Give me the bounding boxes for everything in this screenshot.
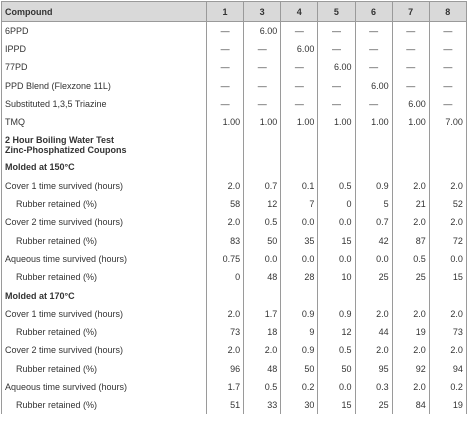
empty-cell	[244, 131, 281, 158]
table-cell: 12	[318, 323, 355, 341]
table-cell: 2.0	[355, 305, 392, 323]
table-cell: —	[244, 95, 281, 113]
row-label: Cover 2 time survived (hours)	[2, 341, 207, 359]
table-cell: 0.75	[207, 250, 244, 268]
table-cell: 73	[429, 323, 466, 341]
table-cell: —	[392, 22, 429, 40]
empty-cell	[429, 131, 466, 158]
table-cell: 0.0	[355, 250, 392, 268]
row-label: PPD Blend (Flexzone 11L)	[2, 76, 207, 94]
table-row	[2, 213, 467, 231]
table-cell: 0.3	[355, 378, 392, 396]
row-label: Cover 1 time survived (hours)	[2, 177, 207, 195]
table-cell: 0.9	[281, 305, 318, 323]
compound-row	[2, 113, 467, 131]
table-cell: —	[318, 76, 355, 94]
table-cell: —	[207, 58, 244, 76]
table-cell: 28	[281, 268, 318, 286]
table-cell: 12	[244, 195, 281, 213]
empty-cell	[281, 131, 318, 158]
table-cell: 84	[392, 396, 429, 414]
table-cell: 0.5	[318, 177, 355, 195]
table-cell: —	[281, 95, 318, 113]
table-cell: 1.7	[207, 378, 244, 396]
table-cell: 25	[355, 396, 392, 414]
table-cell: 48	[244, 268, 281, 286]
table-row	[2, 360, 467, 378]
test-title-row	[2, 131, 467, 158]
table-cell: 94	[429, 360, 466, 378]
table-cell: 2.0	[392, 305, 429, 323]
row-label: Aqueous time survived (hours)	[2, 250, 207, 268]
section-150: Molded at 150°C	[2, 158, 207, 176]
table-cell: —	[392, 58, 429, 76]
table-cell: 83	[207, 231, 244, 249]
section-170: Molded at 170°C	[2, 286, 207, 304]
table-cell: —	[207, 95, 244, 113]
table-cell: 2.0	[207, 213, 244, 231]
empty-cell	[281, 286, 318, 304]
table-cell: 0.0	[318, 250, 355, 268]
table-cell: —	[281, 76, 318, 94]
table-cell: 0.1	[281, 177, 318, 195]
table-cell: 0.0	[244, 250, 281, 268]
table-row	[2, 195, 467, 213]
table-cell: —	[429, 40, 466, 58]
table-cell: 52	[429, 195, 466, 213]
table-cell: 0.5	[244, 378, 281, 396]
header-col-1: 1	[207, 2, 244, 22]
header-row	[2, 2, 467, 22]
table-cell: 2.0	[392, 378, 429, 396]
table-cell: 2.0	[207, 177, 244, 195]
table-cell: 50	[318, 360, 355, 378]
table-cell: 2.0	[429, 341, 466, 359]
empty-cell	[207, 131, 244, 158]
header-col-6: 6	[355, 2, 392, 22]
empty-cell	[244, 158, 281, 176]
table-cell: 6.00	[244, 22, 281, 40]
table-row	[2, 305, 467, 323]
table-cell: 35	[281, 231, 318, 249]
compound-row	[2, 58, 467, 76]
table-cell: 7	[281, 195, 318, 213]
table-cell: 19	[392, 323, 429, 341]
table-cell: 0.9	[318, 305, 355, 323]
table-cell: 0.0	[318, 213, 355, 231]
empty-cell	[318, 158, 355, 176]
table-row	[2, 268, 467, 286]
table-cell: —	[429, 76, 466, 94]
table-cell: —	[318, 40, 355, 58]
table-cell: —	[429, 58, 466, 76]
table-cell: 2.0	[207, 341, 244, 359]
row-label: Rubber retained (%)	[2, 323, 207, 341]
empty-cell	[318, 286, 355, 304]
empty-cell	[207, 286, 244, 304]
table-cell: —	[392, 40, 429, 58]
table-cell: —	[392, 76, 429, 94]
row-label: Aqueous time survived (hours)	[2, 378, 207, 396]
table-cell: 44	[355, 323, 392, 341]
table-cell: 9	[281, 323, 318, 341]
empty-cell	[318, 131, 355, 158]
table-container	[1, 1, 470, 443]
table-row	[2, 396, 467, 414]
table-cell: —	[244, 58, 281, 76]
row-label: 77PD	[2, 58, 207, 76]
empty-cell	[244, 286, 281, 304]
table-cell: 0.5	[244, 213, 281, 231]
header-compound: Compound	[2, 2, 207, 22]
table-cell: 0.9	[281, 341, 318, 359]
table-cell: —	[355, 40, 392, 58]
table-cell: —	[207, 22, 244, 40]
table-cell: 1.00	[244, 113, 281, 131]
table-cell: 1.7	[244, 305, 281, 323]
table-cell: 6.00	[281, 40, 318, 58]
table-cell: 15	[429, 268, 466, 286]
empty-cell	[281, 158, 318, 176]
table-cell: 6.00	[355, 76, 392, 94]
table-cell: 30	[281, 396, 318, 414]
table-cell: 1.00	[281, 113, 318, 131]
table-cell: —	[244, 76, 281, 94]
test-title	[2, 131, 207, 158]
table-cell: —	[429, 95, 466, 113]
test-title-line2: Zinc-Phosphatized Coupons	[5, 144, 127, 155]
empty-cell	[392, 286, 429, 304]
header-col-5: 5	[318, 2, 355, 22]
table-cell: 2.0	[429, 177, 466, 195]
table-cell: 95	[355, 360, 392, 378]
row-label: 6PPD	[2, 22, 207, 40]
table-cell: 15	[318, 396, 355, 414]
row-label: Rubber retained (%)	[2, 231, 207, 249]
header-col-8: 8	[429, 2, 466, 22]
compound-test-table	[1, 1, 467, 414]
compound-row	[2, 76, 467, 94]
table-cell: 25	[355, 268, 392, 286]
table-cell: 58	[207, 195, 244, 213]
table-cell: 7.00	[429, 113, 466, 131]
empty-cell	[392, 131, 429, 158]
empty-cell	[355, 158, 392, 176]
row-label: IPPD	[2, 40, 207, 58]
table-cell: 25	[392, 268, 429, 286]
table-cell: 15	[318, 231, 355, 249]
table-cell: 0.5	[318, 341, 355, 359]
table-cell: —	[207, 40, 244, 58]
table-cell: 0.7	[244, 177, 281, 195]
empty-cell	[429, 158, 466, 176]
row-label: Rubber retained (%)	[2, 268, 207, 286]
table-cell: —	[281, 22, 318, 40]
table-cell: —	[355, 95, 392, 113]
table-cell: 19	[429, 396, 466, 414]
section-170-row	[2, 286, 467, 304]
table-cell: 0.7	[355, 213, 392, 231]
table-cell: 48	[244, 360, 281, 378]
header-col-3: 3	[244, 2, 281, 22]
table-cell: —	[244, 40, 281, 58]
table-cell: 0	[318, 195, 355, 213]
table-cell: 21	[392, 195, 429, 213]
table-cell: 18	[244, 323, 281, 341]
table-cell: 2.0	[244, 341, 281, 359]
table-cell: 5	[355, 195, 392, 213]
table-cell: 0.5	[392, 250, 429, 268]
table-row	[2, 378, 467, 396]
compound-row	[2, 40, 467, 58]
table-cell: 1.00	[392, 113, 429, 131]
table-row	[2, 231, 467, 249]
table-cell: 2.0	[392, 213, 429, 231]
compound-row	[2, 22, 467, 40]
row-label: Rubber retained (%)	[2, 360, 207, 378]
table-cell: —	[318, 22, 355, 40]
table-cell: 72	[429, 231, 466, 249]
table-cell: 2.0	[207, 305, 244, 323]
table-cell: 96	[207, 360, 244, 378]
table-cell: 1.00	[355, 113, 392, 131]
table-cell: 6.00	[318, 58, 355, 76]
row-label: Rubber retained (%)	[2, 195, 207, 213]
table-cell: —	[355, 22, 392, 40]
header-col-7: 7	[392, 2, 429, 22]
test-title-line1: 2 Hour Boiling Water Test	[5, 134, 115, 145]
table-cell: 6.00	[392, 95, 429, 113]
row-label: Rubber retained (%)	[2, 396, 207, 414]
table-cell: 51	[207, 396, 244, 414]
compound-row	[2, 95, 467, 113]
table-cell: 50	[281, 360, 318, 378]
table-cell: 33	[244, 396, 281, 414]
empty-cell	[429, 286, 466, 304]
empty-cell	[392, 158, 429, 176]
table-row	[2, 177, 467, 195]
row-label: Cover 2 time survived (hours)	[2, 213, 207, 231]
table-row	[2, 341, 467, 359]
empty-cell	[355, 131, 392, 158]
section-150-row	[2, 158, 467, 176]
row-label: Cover 1 time survived (hours)	[2, 305, 207, 323]
empty-cell	[207, 158, 244, 176]
table-row	[2, 323, 467, 341]
table-cell: 1.00	[207, 113, 244, 131]
header-col-4: 4	[281, 2, 318, 22]
table-cell: 2.0	[392, 341, 429, 359]
table-cell: 0.0	[429, 250, 466, 268]
table-cell: 0	[207, 268, 244, 286]
table-cell: 0.2	[281, 378, 318, 396]
table-cell: 50	[244, 231, 281, 249]
table-cell: —	[429, 22, 466, 40]
table-cell: 10	[318, 268, 355, 286]
table-cell: —	[318, 95, 355, 113]
table-cell: 0.2	[429, 378, 466, 396]
row-label: TMQ	[2, 113, 207, 131]
table-cell: 87	[392, 231, 429, 249]
empty-cell	[355, 286, 392, 304]
table-cell: 92	[392, 360, 429, 378]
table-cell: 2.0	[392, 177, 429, 195]
table-cell: 2.0	[429, 213, 466, 231]
table-cell: 0.9	[355, 177, 392, 195]
table-cell: 42	[355, 231, 392, 249]
table-row	[2, 250, 467, 268]
table-cell: —	[355, 58, 392, 76]
row-label: Substituted 1,3,5 Triazine	[2, 95, 207, 113]
table-cell: 73	[207, 323, 244, 341]
table-cell: —	[207, 76, 244, 94]
table-cell: 0.0	[281, 213, 318, 231]
table-cell: 1.00	[318, 113, 355, 131]
table-cell: 2.0	[355, 341, 392, 359]
table-cell: —	[281, 58, 318, 76]
table-cell: 2.0	[429, 305, 466, 323]
table-cell: 0.0	[281, 250, 318, 268]
table-cell: 0.0	[318, 378, 355, 396]
